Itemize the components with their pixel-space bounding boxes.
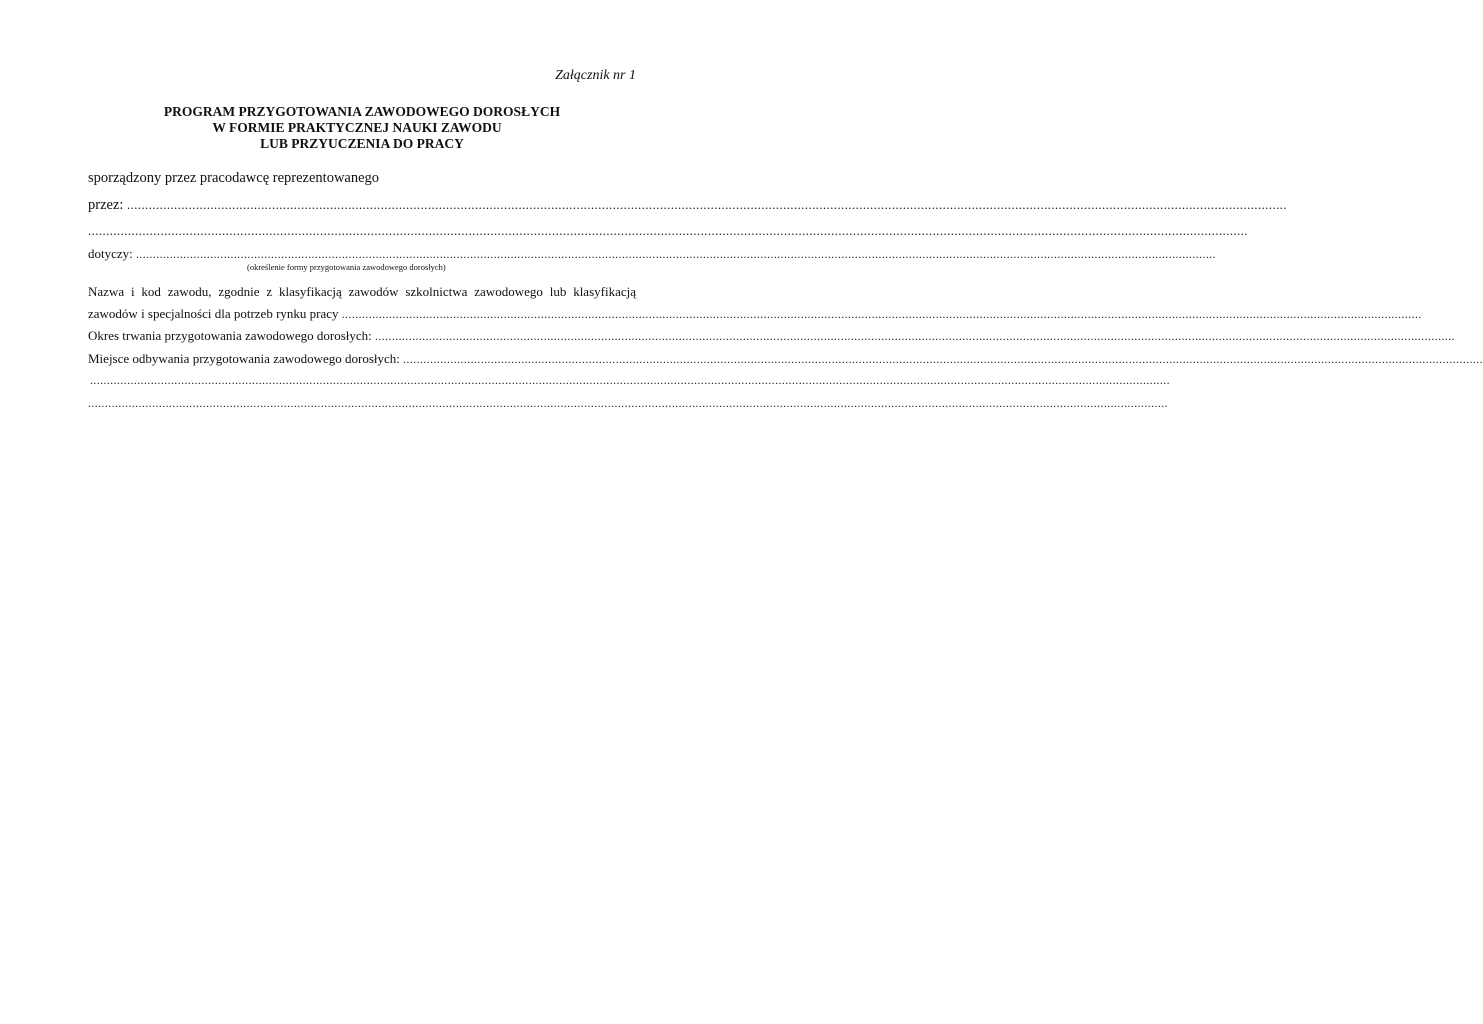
occupation-dotted-line[interactable]: ................................................................................................................................................................................................................................................................................................................................	[341, 309, 1422, 321]
concerns-field[interactable]	[88, 246, 1217, 262]
annex-label: Załącznik nr 1	[555, 68, 636, 83]
by-continuation-dotted-line[interactable]: ................................................................................................................................................................................................................................................................................................................................	[88, 224, 1248, 238]
occupation-line-1: Nazwa i kod zawodu, zgodnie z klasyfikacją zawodów szkolnictwa zawodowego lub klasyfikacją	[88, 284, 636, 299]
title-line-1: PROGRAM PRZYGOTOWANIA ZAWODOWEGO DOROSŁYCH	[163, 104, 561, 119]
place-continuation-field-1[interactable]	[90, 375, 1170, 387]
occupation-field[interactable]	[88, 306, 1422, 322]
place-continuation-field-2[interactable]	[88, 398, 1168, 410]
concerns-hint: (określenie formy przygotowania zawodowego dorosłych)	[247, 262, 446, 272]
place-continuation-dotted-line-2[interactable]: ................................................................................................................................................................................................................................................................................................................................	[88, 398, 1168, 410]
title-line-3: LUB PRZYUCZENIA DO PRACY	[260, 136, 464, 151]
place-dotted-line[interactable]: ................................................................................................................................................................................................................................................................................................................................	[403, 354, 1483, 366]
by-label: przez:	[88, 197, 124, 213]
duration-label: Okres trwania przygotowania zawodowego dorosłych:	[88, 328, 372, 343]
concerns-label: dotyczy:	[88, 246, 133, 261]
duration-field[interactable]	[88, 328, 1455, 344]
duration-dotted-line[interactable]: ................................................................................................................................................................................................................................................................................................................................	[375, 331, 1455, 343]
place-label: Miejsce odbywania przygotowania zawodowego dorosłych:	[88, 351, 400, 366]
by-field[interactable]	[88, 197, 1288, 214]
document-title	[0, 104, 724, 152]
place-field[interactable]	[88, 351, 1483, 367]
title-line-2: W FORMIE PRAKTYCZNEJ NAUKI ZAWODU	[212, 120, 502, 135]
occupation-label: zawodów i specjalności dla potrzeb rynku pracy	[88, 306, 339, 321]
prepared-by-text: sporządzony przez pracodawcę reprezentowanego	[88, 170, 380, 186]
by-dotted-line[interactable]: ................................................................................................................................................................................................................................................................................................................................	[127, 198, 1288, 212]
place-continuation-dotted-line-1[interactable]: ................................................................................................................................................................................................................................................................................................................................	[90, 375, 1170, 387]
by-continuation-field[interactable]	[88, 224, 1248, 239]
concerns-dotted-line[interactable]: ................................................................................................................................................................................................................................................................................................................................	[136, 249, 1217, 261]
